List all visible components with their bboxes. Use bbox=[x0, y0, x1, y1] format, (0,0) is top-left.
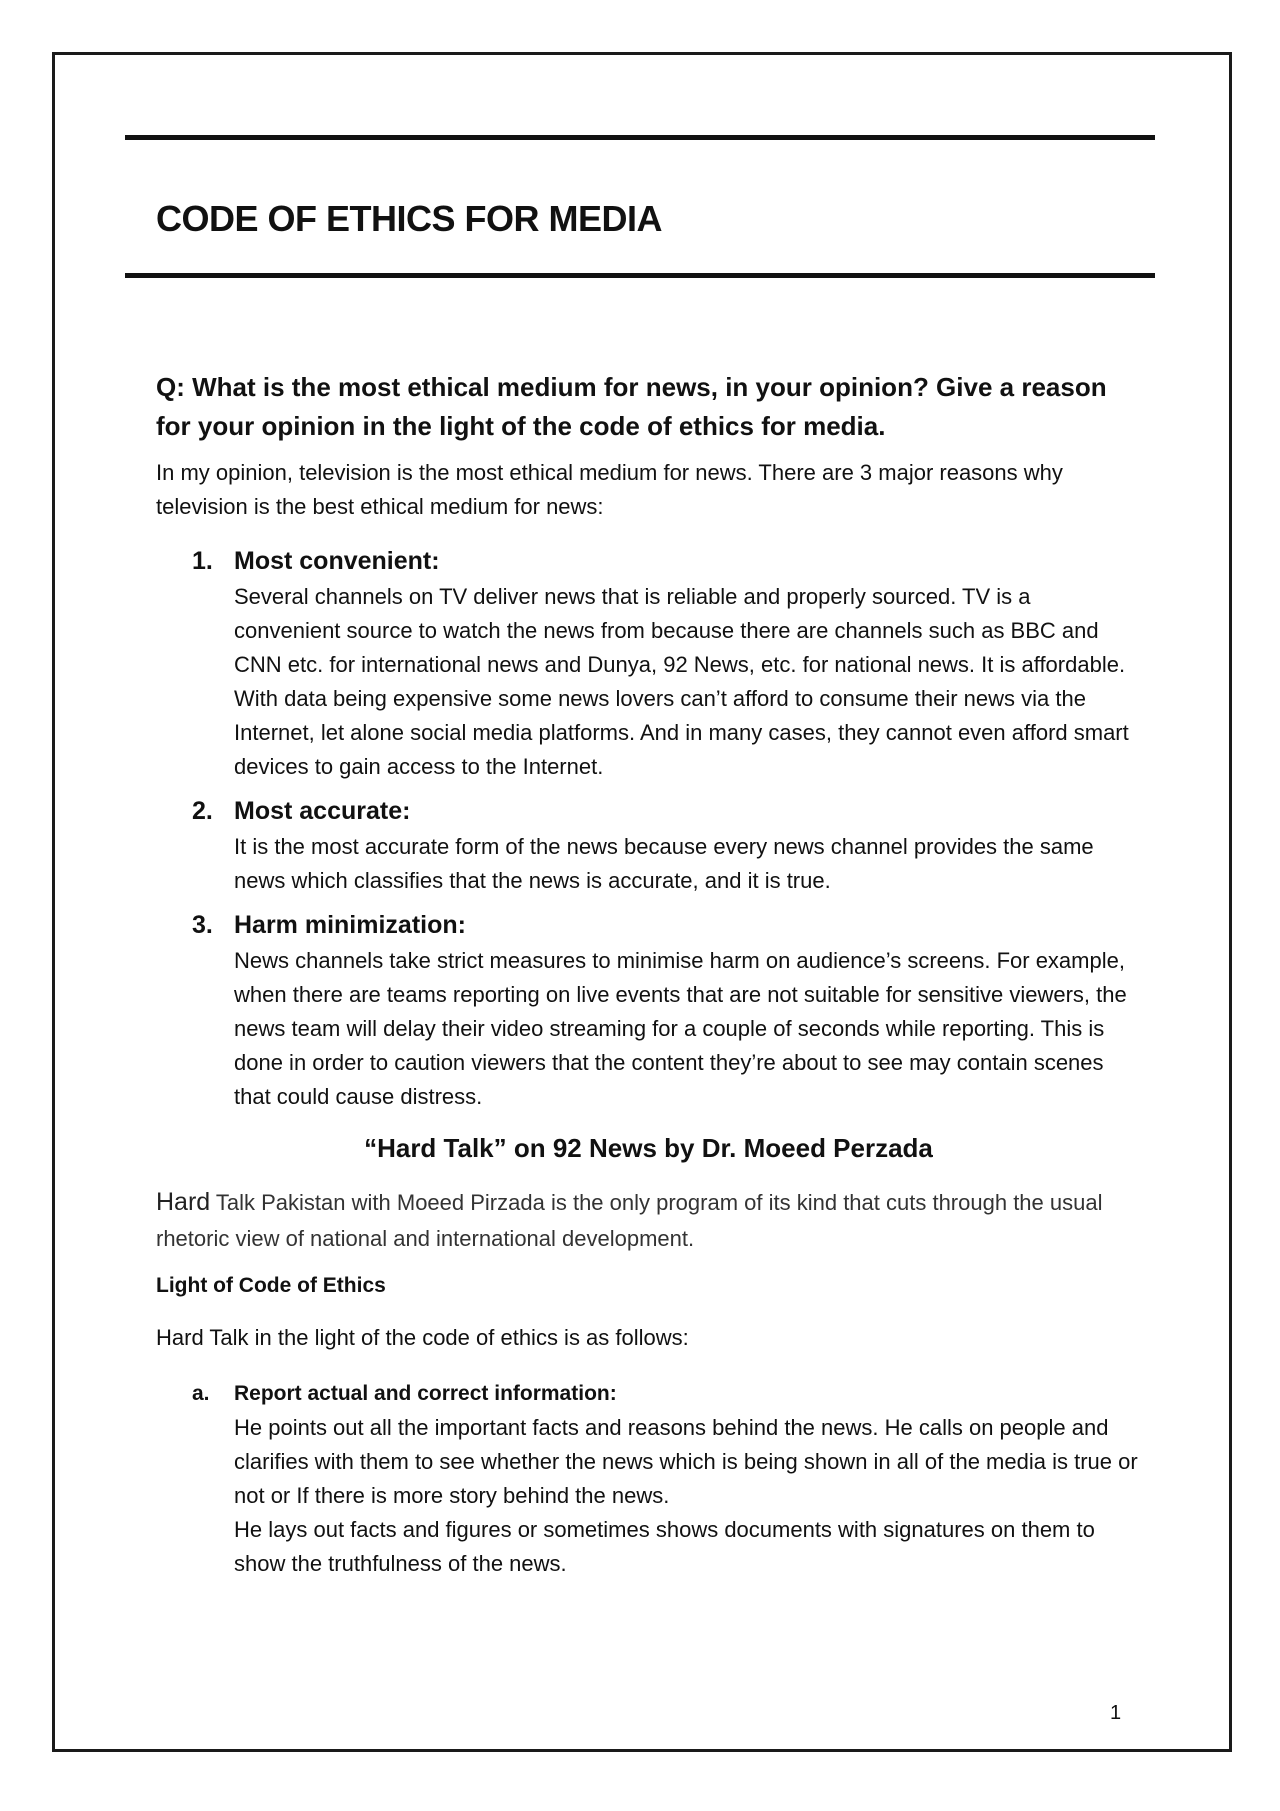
reason-body: Several channels on TV deliver news that is reliable and properly sourced. TV is a convenient source to watch the news from because there are channels such as BBC and CNN etc. for international news and Dunya, 92 News, etc. for national news. It is affordable. With data being expensive some news lovers can’t afford to consume their news via the Internet, let alone social media platforms. And in many cases, they cannot even afford smart devices to gain access to the Internet. bbox=[234, 584, 1129, 779]
ethics-point bbox=[156, 1377, 1141, 1581]
program-description-text: Talk Pakistan with Moeed Pirzada is the only program of its kind that cuts through the usual rhetoric view of national and international development. bbox=[156, 1190, 1103, 1251]
ethics-point-body-continued: He lays out facts and figures or sometimes shows documents with signatures on them to show the truthfulness of the news. bbox=[234, 1517, 1095, 1576]
reason-item bbox=[156, 542, 1141, 784]
reason-number: 3. bbox=[192, 911, 213, 939]
reason-heading: Most accurate: bbox=[234, 797, 411, 825]
intro-paragraph: In my opinion, television is the most ethical medium for news. There are 3 major reasons why television is the best ethical medium for news: bbox=[156, 460, 1063, 519]
page-number: 1 bbox=[1110, 1702, 1122, 1724]
program-heading: “Hard Talk” on 92 News by Dr. Moeed Perzada bbox=[364, 1133, 933, 1163]
ethics-point-heading: Report actual and correct information: bbox=[234, 1382, 617, 1405]
reason-body: News channels take strict measures to minimise harm on audience’s screens. For example, when there are teams reporting on live events that are not suitable for sensitive viewers, the news team will delay their video streaming for a couple of seconds while reporting. This is done in order to caution viewers that the content they’re about to see may contain scenes that could cause distress. bbox=[234, 948, 1127, 1109]
ethics-intro: Hard Talk in the light of the code of ethics is as follows: bbox=[156, 1325, 689, 1350]
reason-item bbox=[156, 792, 1141, 898]
reason-heading: Harm minimization: bbox=[234, 911, 466, 939]
title-bottom-rule bbox=[125, 273, 1155, 278]
reason-number: 1. bbox=[192, 547, 213, 575]
ethics-point-letter: a. bbox=[192, 1382, 210, 1405]
title-top-rule bbox=[125, 135, 1155, 140]
document-title: CODE OF ETHICS FOR MEDIA bbox=[156, 198, 663, 239]
program-lead-word: Hard bbox=[156, 1188, 211, 1216]
reason-heading: Most convenient: bbox=[234, 547, 440, 575]
ethics-point-body: He points out all the important facts and reasons behind the news. He calls on people and clarifies with them to see whether the news which is being shown in all of the media is true or not or If there is more story behind the news. bbox=[234, 1415, 1138, 1508]
program-description bbox=[156, 1184, 1141, 1257]
question-heading: Q: What is the most ethical medium for news, in your opinion? Give a reason for your opinion in the light of the code of ethics for media. bbox=[156, 372, 1107, 441]
document-body bbox=[156, 368, 1141, 1581]
reason-number: 2. bbox=[192, 797, 213, 825]
reason-item bbox=[156, 906, 1141, 1114]
reason-body: It is the most accurate form of the news because every news channel provides the same news which classifies that the news is accurate, and it is true. bbox=[234, 834, 1094, 893]
reasons-list bbox=[156, 542, 1141, 1114]
ethics-subheading: Light of Code of Ethics bbox=[156, 1274, 386, 1297]
